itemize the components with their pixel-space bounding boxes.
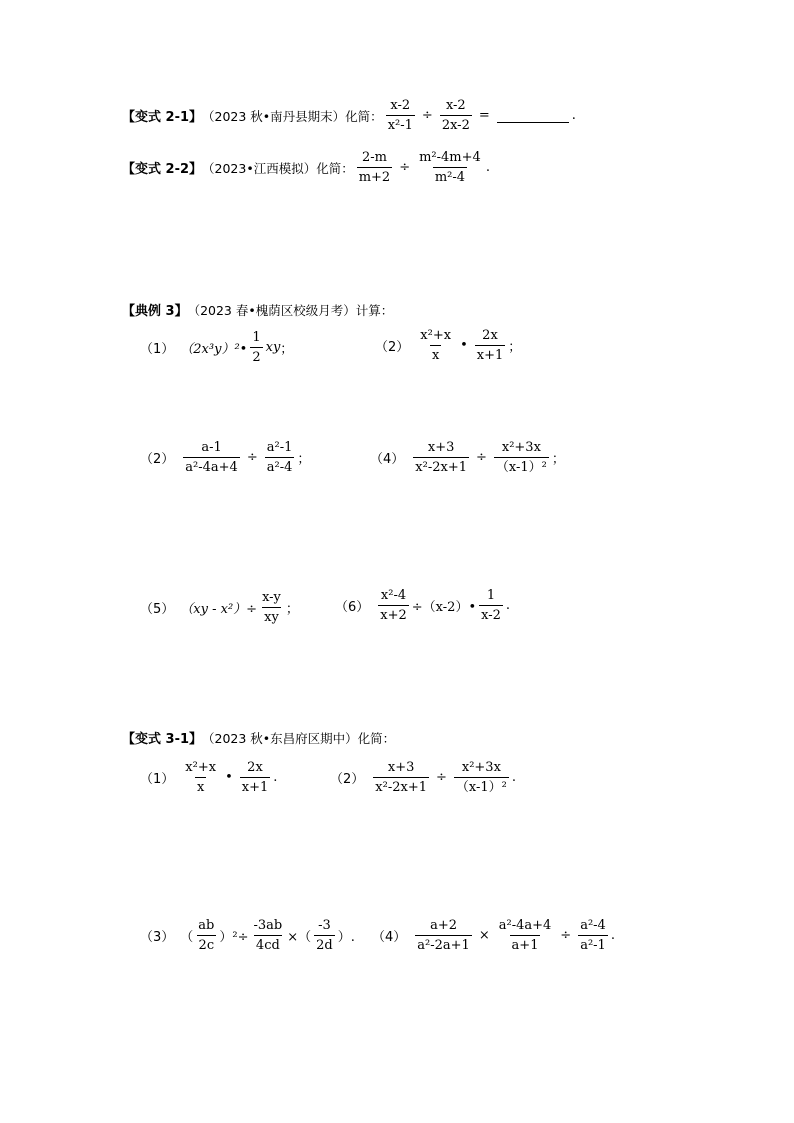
variant-3-1-part-1: （1） $\frac{\text{x²+x}}{x}$ • $\frac{2x}{x+1}$ .: [140, 760, 278, 795]
fraction: $\frac{\text{x²-4}}{x+2}$: [380, 588, 407, 623]
fraction: $\frac{x-y}{xy}$: [262, 590, 281, 625]
variant-2-1-source: （2023 秋•南丹县期末）化简：: [202, 108, 383, 124]
fraction: $\frac{\text{m²-4m+4}}{\text{m²-4}}$: [419, 150, 481, 185]
fraction: $\frac{x+3}{\text{x²-2x+1}}$: [415, 440, 467, 475]
fraction: $\frac{x+3}{\text{x²-2x+1}}$: [375, 760, 427, 795]
fraction: $\frac{2-m}{m+2}$: [358, 150, 391, 185]
answer-blank[interactable]: [497, 108, 569, 123]
fraction: $\frac{x-2}{\text{x²-1}}$: [387, 98, 413, 133]
fraction: $\frac{\text{x²+x}}{x}$: [420, 328, 452, 363]
fraction: $\frac{\text{x²+x}}{x}$: [185, 760, 217, 795]
fraction: $\frac{a-1}{\text{a²-4a+4}}$: [185, 440, 238, 475]
variant-2-2-heading: 【变式 2-2】: [122, 162, 203, 177]
fraction: $\frac{\text{a²-4a+4}}{a+1}$: [498, 918, 552, 953]
fraction: $\frac{2x}{x+1}$: [476, 328, 504, 363]
fraction: $\frac{a+2}{\text{a²-2a+1}}$: [417, 918, 470, 953]
fraction: $\frac{2x}{x+1}$: [241, 760, 269, 795]
fraction: $\frac{\text{x²+3x}}{\text{（x-1）²}}$: [495, 440, 547, 475]
example-3-part-1: （1） （2x³y）²• $\frac{1}{2}$ xy ；: [140, 330, 294, 365]
variant-3-1-heading: 【变式 3-1】 （2023 秋•东昌府区期中）化简：: [122, 730, 396, 747]
variant-2-1-heading: 【变式 2-1】: [122, 110, 203, 125]
example-3-part-4: （4） $\frac{x+3}{\text{x²-2x+1}}$ ÷ $\frac{\text{x²+3x}}{\text{（x-1）²}}$ ；: [370, 440, 565, 475]
variant-2-2: 【变式 2-2】 （2023•江西模拟）化简： $\frac{2-m}{m+2}$ ÷ $\frac{\text{m²-4m+4}}{\text{m²-4}}$ .: [122, 150, 490, 185]
fraction: $\frac{\text{x²+3x}}{\text{（x-1）²}}$: [455, 760, 507, 795]
variant-3-1-part-2: （2） $\frac{x+3}{\text{x²-2x+1}}$ ÷ $\frac{\text{x²+3x}}{\text{（x-1）²}}$ .: [330, 760, 517, 795]
variant-3-1-part-3: （3） （ $\frac{ab}{2c}$ ）²÷ $\frac{-3ab}{4cd}$ ×（ $\frac{-3}{2d}$ ）.: [140, 918, 355, 953]
fraction: $\frac{x-2}{2x-2}$: [441, 98, 470, 133]
example-3-part-6: （6） $\frac{\text{x²-4}}{x+2}$ ÷（x-2）• $\frac{1}{x-2}$ .: [335, 588, 511, 623]
fraction: $\frac{1}{2}$: [252, 330, 261, 365]
example-3-part-3: （2） $\frac{a-1}{\text{a²-4a+4}}$ ÷ $\frac{\text{a²-1}}{\text{a²-4}}$ ；: [140, 440, 311, 475]
fraction: $\frac{ab}{2c}$: [198, 918, 215, 953]
fraction: $\frac{-3}{2d}$: [316, 918, 333, 953]
example-3-heading: 【典例 3】 （2023 春•槐荫区校级月考）计算：: [122, 302, 394, 319]
variant-2-2-source: （2023•江西模拟）化简：: [202, 160, 354, 176]
fraction: $\frac{-3ab}{4cd}$: [253, 918, 283, 953]
example-3-part-5: （5） （xy - x²）÷ $\frac{x-y}{xy}$ ；: [140, 590, 299, 625]
fraction: $\frac{\text{a²-1}}{\text{a²-4}}$: [266, 440, 293, 475]
fraction: $\frac{1}{x-2}$: [481, 588, 501, 623]
variant-2-1: 【变式 2-1】 （2023 秋•南丹县期末）化简： $\frac{x-2}{\text{x²-1}}$ ÷ $\frac{x-2}{2x-2}$ = .: [122, 98, 576, 133]
example-3-part-2: （2） $\frac{\text{x²+x}}{x}$ • $\frac{2x}{x+1}$ ；: [375, 328, 522, 363]
fraction: $\frac{\text{a²-4}}{\text{a²-1}}$: [580, 918, 606, 953]
variant-3-1-part-4: （4） $\frac{a+2}{\text{a²-2a+1}}$ × $\frac{\text{a²-4a+4}}{a+1}$ ÷ $\frac{\text{a²-4}}{\text{a²-1}}$ .: [372, 918, 615, 953]
